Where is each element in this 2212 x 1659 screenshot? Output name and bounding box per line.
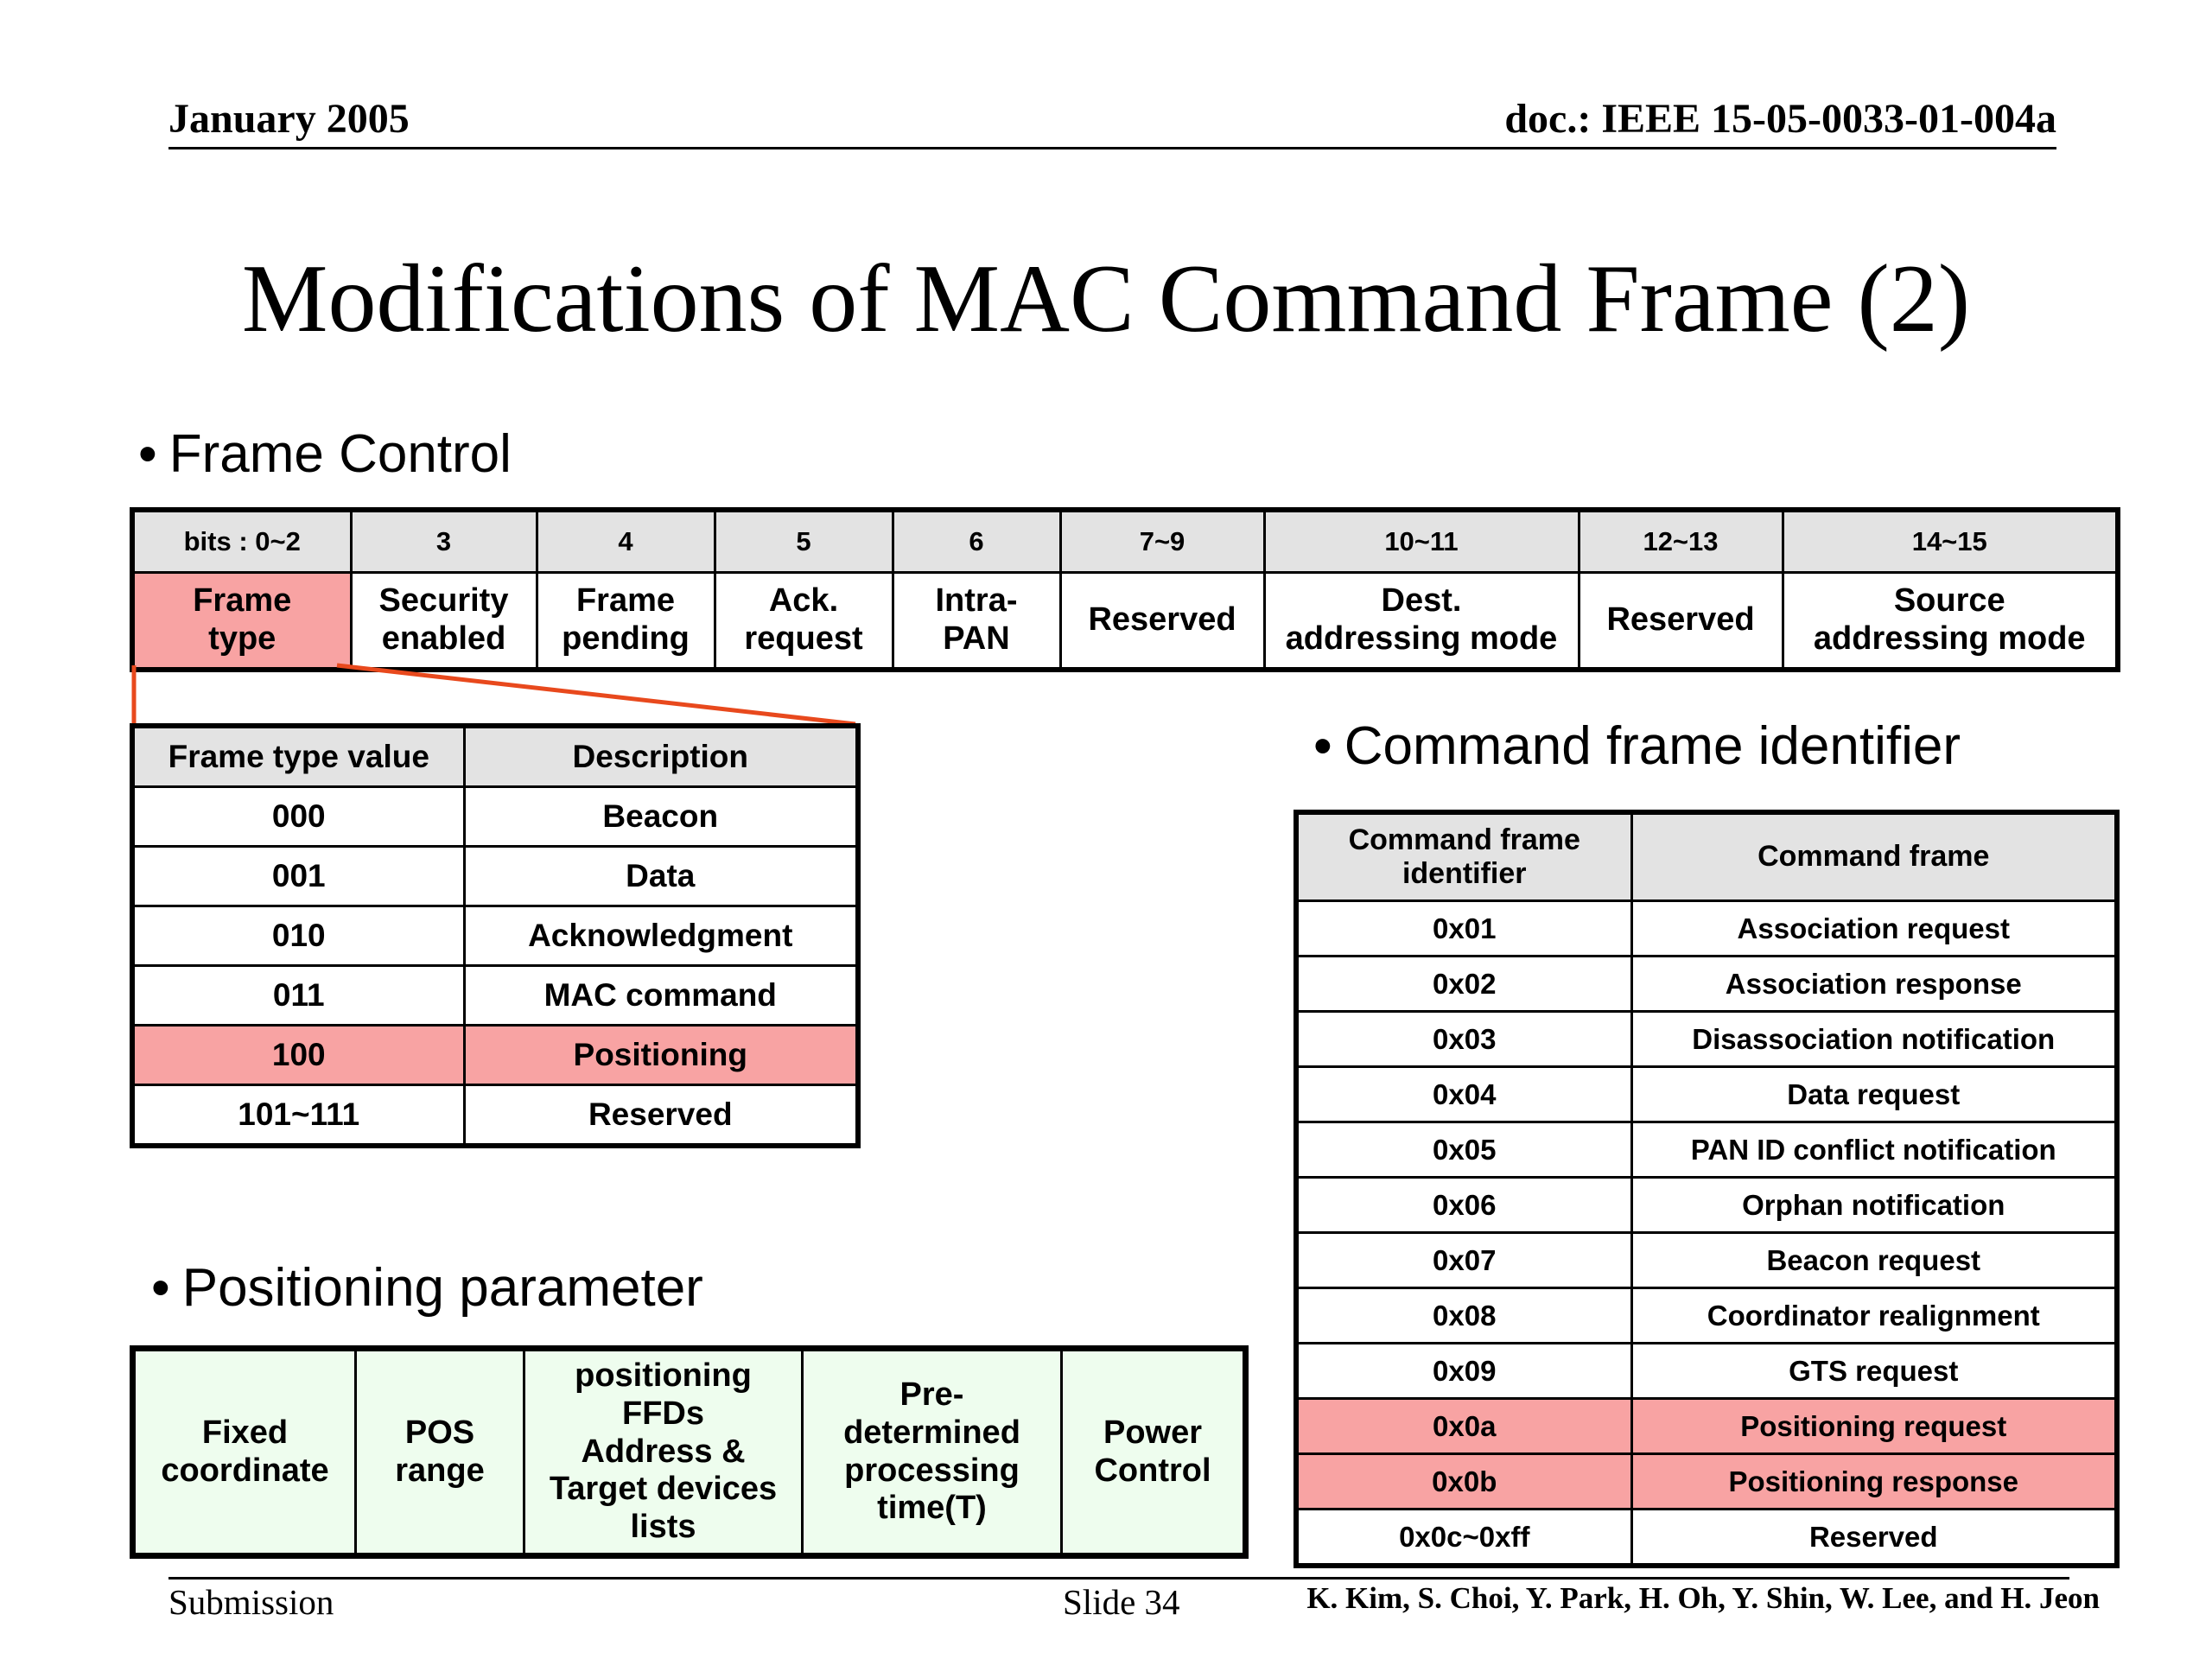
table-row	[1296, 1399, 2117, 1454]
footer-submission: Submission	[168, 1582, 334, 1622]
bit-range-cell: 12~13	[1579, 510, 1783, 573]
positioning-parameter-cell	[1062, 1349, 1246, 1556]
table-row	[132, 787, 858, 847]
footer-authors: K. Kim, S. Choi, Y. Park, H. Oh, Y. Shin, W. Lee, and H. Jeon	[1306, 1581, 2100, 1615]
command-frame-name-cell: Beacon request	[1631, 1233, 2117, 1288]
header-date: January 2005	[168, 96, 410, 142]
command-frame-name-cell: GTS request	[1631, 1344, 2117, 1399]
frame-control-field-cell	[351, 573, 537, 671]
frame-type-description-cell: Data	[464, 847, 858, 906]
frame-control-field-cell	[132, 573, 351, 671]
frame-control-field-cell	[715, 573, 893, 671]
positioning-parameter-cell-line: Target devices	[549, 1471, 778, 1508]
command-frame-name-cell: Association response	[1631, 957, 2117, 1012]
command-frame-header-cell	[1296, 812, 1631, 901]
frame-type-header-cell: Description	[464, 726, 858, 787]
command-frame-name-cell: Reserved	[1631, 1510, 2117, 1567]
command-frame-header-cell-line: Command frame	[1348, 823, 1580, 856]
frame-type-value-cell: 010	[132, 906, 464, 966]
command-frame-name-cell: Orphan notification	[1631, 1178, 2117, 1233]
positioning-parameter-cell-line: Fixed	[201, 1414, 289, 1451]
table-row	[1296, 1233, 2117, 1288]
bullet-dot-icon: •	[1313, 716, 1332, 776]
command-frame-id-cell: 0x0a	[1296, 1399, 1631, 1454]
frame-control-field-cell	[893, 573, 1060, 671]
command-frame-id-cell: 0x04	[1296, 1067, 1631, 1122]
positioning-parameter-cell-line: determined	[843, 1414, 1020, 1451]
bullet-positioning-parameter	[151, 1257, 703, 1319]
frame-control-field-cell-line: request	[744, 620, 863, 657]
footer-slide-number: Slide 34	[1063, 1582, 1180, 1622]
table-row	[132, 966, 858, 1026]
frame-control-field-cell	[537, 573, 715, 671]
positioning-parameter-cell-line: POS	[404, 1414, 475, 1451]
command-frame-name-cell: Data request	[1631, 1067, 2117, 1122]
header-doc-id: doc.: IEEE 15-05-0033-01-004a	[1504, 96, 2056, 142]
bullet-command-frame-identifier-text: Command frame identifier	[1344, 716, 1961, 776]
positioning-parameter-cell	[356, 1349, 524, 1556]
command-frame-header-cell-line: Command frame	[1758, 840, 1990, 874]
command-frame-id-cell: 0x05	[1296, 1122, 1631, 1178]
bit-range-cell: 5	[715, 510, 893, 573]
positioning-parameter-table	[130, 1345, 1249, 1559]
positioning-parameter-cell-line: positioning	[575, 1357, 752, 1395]
command-frame-id-cell: 0x0b	[1296, 1454, 1631, 1510]
table-row	[1296, 1178, 2117, 1233]
frame-type-value-cell: 011	[132, 966, 464, 1026]
frame-type-description-cell: MAC command	[464, 966, 858, 1026]
positioning-parameter-cell	[803, 1349, 1062, 1556]
table-row	[132, 1026, 858, 1085]
frame-control-field-cell-line: type	[208, 620, 276, 657]
table-row	[132, 847, 858, 906]
table-row	[1296, 1288, 2117, 1344]
command-frame-id-cell: 0x06	[1296, 1178, 1631, 1233]
positioning-parameter-cell-line: lists	[630, 1509, 696, 1546]
frame-control-field-cell-line: Ack.	[768, 582, 839, 620]
table-row	[1296, 901, 2117, 957]
header-rule	[168, 147, 2056, 149]
frame-type-value-cell: 001	[132, 847, 464, 906]
frame-control-field-cell-line: Reserved	[1088, 601, 1236, 639]
bullet-dot-icon: •	[151, 1258, 170, 1318]
bullet-positioning-parameter-text: Positioning parameter	[181, 1258, 703, 1318]
footer-rule	[168, 1577, 2069, 1580]
frame-type-description-cell: Reserved	[464, 1085, 858, 1147]
frame-type-description-cell: Positioning	[464, 1026, 858, 1085]
command-frame-header-cell	[1631, 812, 2117, 901]
bit-range-cell: 7~9	[1060, 510, 1264, 573]
positioning-parameter-cell-line: Power	[1103, 1414, 1203, 1451]
positioning-parameter-cell-line: time(T)	[877, 1490, 987, 1527]
bit-range-cell: 6	[893, 510, 1060, 573]
command-frame-id-cell: 0x08	[1296, 1288, 1631, 1344]
frame-control-field-cell	[1264, 573, 1579, 671]
table-row	[132, 1085, 858, 1147]
command-frame-name-cell: Coordinator realignment	[1631, 1288, 2117, 1344]
frame-control-field-cell-line: addressing mode	[1285, 620, 1558, 657]
frame-control-table	[130, 507, 2120, 672]
table-row	[1296, 1067, 2117, 1122]
bit-range-cell: 4	[537, 510, 715, 573]
frame-control-field-cell-line: enabled	[381, 620, 506, 657]
frame-control-field-cell	[1783, 573, 2118, 671]
frame-type-description-cell: Beacon	[464, 787, 858, 847]
bullet-frame-control	[138, 423, 512, 485]
positioning-parameter-cell-line: range	[395, 1452, 485, 1489]
bit-range-cell: 3	[351, 510, 537, 573]
frame-control-field-cell-line: Reserved	[1606, 601, 1755, 639]
frame-type-header-cell: Frame type value	[132, 726, 464, 787]
frame-control-field-cell-line: Security	[378, 582, 509, 620]
table-row	[1296, 957, 2117, 1012]
frame-control-field-cell-line: PAN	[943, 620, 1010, 657]
table-row	[1296, 1510, 2117, 1567]
frame-type-value-cell: 100	[132, 1026, 464, 1085]
command-frame-name-cell: Association request	[1631, 901, 2117, 957]
positioning-parameter-cell-line: Pre-	[899, 1376, 964, 1414]
frame-control-field-cell-line: Dest.	[1381, 582, 1462, 620]
table-row	[1296, 1344, 2117, 1399]
zoom-connector-line	[337, 665, 855, 724]
frame-control-field-cell-line: addressing mode	[1813, 620, 2086, 657]
frame-control-field-cell-line: Source	[1893, 582, 2005, 620]
frame-control-field-cell-line: Intra-	[935, 582, 1018, 620]
positioning-parameter-cell	[524, 1349, 803, 1556]
table-row	[132, 906, 858, 966]
positioning-parameter-cell-line: Address &	[581, 1433, 746, 1470]
positioning-parameter-cell-line: processing	[844, 1452, 1020, 1489]
bit-range-cell: 14~15	[1783, 510, 2118, 573]
frame-type-value-cell: 000	[132, 787, 464, 847]
command-frame-id-cell: 0x03	[1296, 1012, 1631, 1067]
table-row	[1296, 1454, 2117, 1510]
command-frame-id-cell: 0x07	[1296, 1233, 1631, 1288]
positioning-parameter-cell-line: coordinate	[161, 1452, 329, 1489]
frame-control-field-cell	[1060, 573, 1264, 671]
bit-range-cell: bits : 0~2	[132, 510, 351, 573]
table-row	[1296, 1122, 2117, 1178]
frame-control-field-cell-line: Frame	[193, 582, 292, 620]
positioning-parameter-cell-line: FFDs	[622, 1395, 704, 1432]
slide-title: Modifications of MAC Command Frame (2)	[241, 245, 1971, 353]
frame-control-field-cell-line: pending	[562, 620, 690, 657]
frame-control-field-cell-line: Frame	[575, 582, 676, 620]
frame-type-table	[130, 723, 861, 1148]
table-row	[1296, 1012, 2117, 1067]
positioning-parameter-cell-line: Control	[1094, 1452, 1211, 1489]
bullet-command-frame-identifier	[1313, 715, 1961, 777]
command-frame-id-cell: 0x0c~0xff	[1296, 1510, 1631, 1567]
command-frame-id-cell: 0x02	[1296, 957, 1631, 1012]
command-frame-name-cell: Disassociation notification	[1631, 1012, 2117, 1067]
command-frame-name-cell: Positioning response	[1631, 1454, 2117, 1510]
frame-type-value-cell: 101~111	[132, 1085, 464, 1147]
bullet-dot-icon: •	[138, 424, 157, 484]
command-frame-table	[1294, 810, 2120, 1568]
positioning-parameter-cell	[133, 1349, 356, 1556]
bit-range-cell: 10~11	[1264, 510, 1579, 573]
command-frame-name-cell: Positioning request	[1631, 1399, 2117, 1454]
command-frame-id-cell: 0x09	[1296, 1344, 1631, 1399]
command-frame-name-cell: PAN ID conflict notification	[1631, 1122, 2117, 1178]
frame-control-field-cell	[1579, 573, 1783, 671]
bullet-frame-control-text: Frame Control	[168, 424, 512, 484]
command-frame-id-cell: 0x01	[1296, 901, 1631, 957]
frame-type-description-cell: Acknowledgment	[464, 906, 858, 966]
command-frame-header-cell-line: identifier	[1402, 857, 1527, 890]
